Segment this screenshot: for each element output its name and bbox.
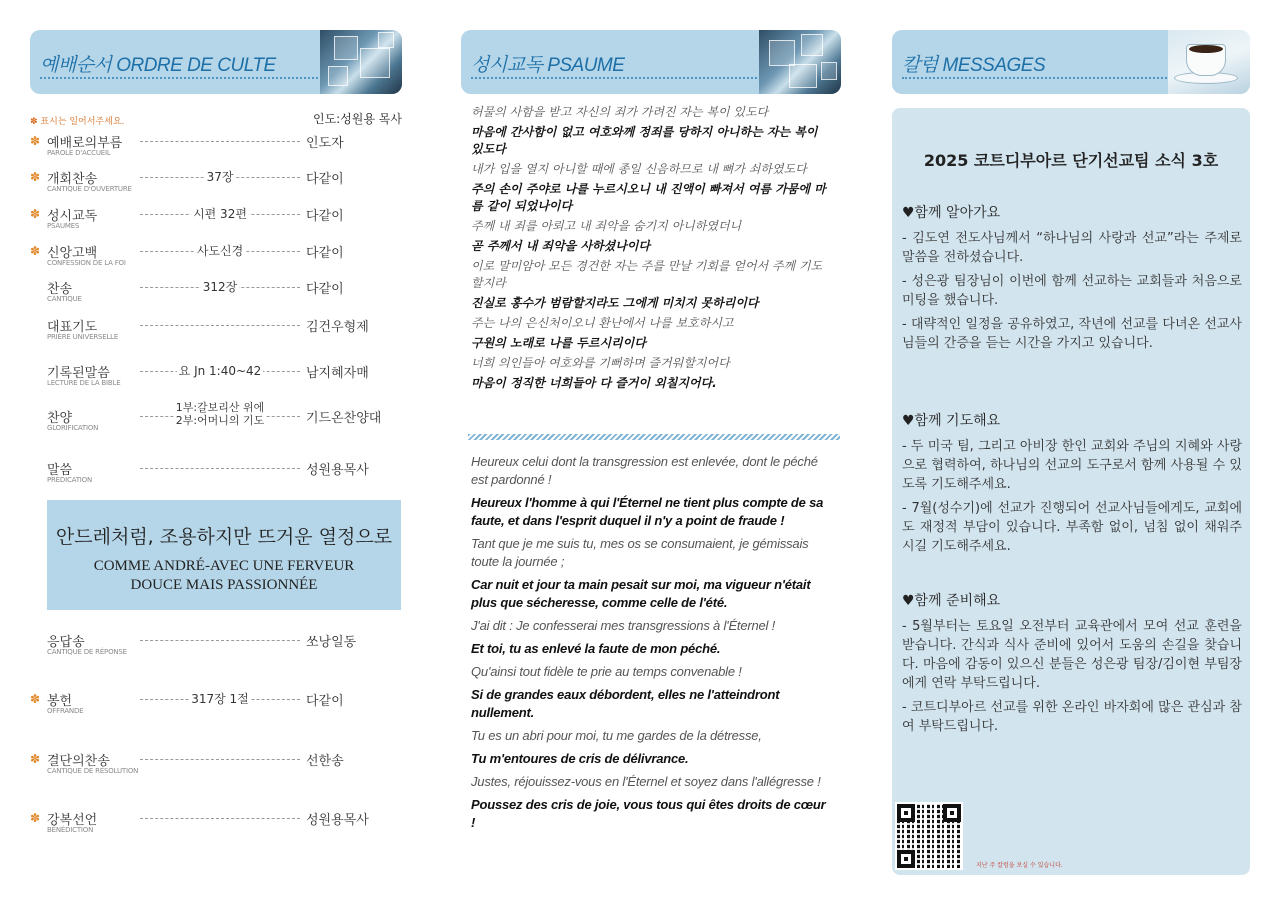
worship-item-french: CANTIQUE DE RÉPONSE: [47, 648, 127, 656]
worship-item-french: PAROLE D'ACCUEIL: [47, 149, 111, 157]
worship-item-detail: 317장 1절: [191, 692, 249, 706]
psalm-response-line: 구원의 노래로 나를 두르시리이다: [471, 336, 646, 350]
worship-item-person: 인도자: [306, 136, 344, 151]
worship-item: [30, 205, 402, 235]
psalm-leader-line: Tu es un abri pour moi, tu me gardes de la détresse,: [471, 728, 762, 743]
worship-item-korean: 예배로의부름: [47, 136, 123, 151]
psalm-response-line: 마음이 정직한 너희들아 다 즐거이 외칠지어다.: [471, 376, 717, 390]
worship-item-french: PSAUMES: [47, 222, 80, 230]
psalm-korean-text: [471, 104, 831, 395]
dashed-leader: [140, 468, 300, 469]
psalm-response-line: 주의 손이 주야로 나를 누르시오니 내 진액이 빠져서 여름 가뭄에 마름 같이 되었나이다: [471, 182, 826, 213]
stand-star-icon: ✽: [30, 752, 41, 766]
psalm-response-line: Car nuit et jour ta main pesait sur moi, ma vigueur n'était plus que sécheresse, comme celle de l'été.: [471, 577, 811, 610]
worship-item-french: PRÉDICATION: [47, 476, 92, 484]
message-item: - 5월부터는 토요일 오전부터 교육관에서 모여 선교 훈련을 받습니다. 간식과 식사 준비에 있어서 도움의 손길을 찾습니다. 마음에 감동이 있으신 분들은 성은광 팀장/김이현 부팀장에게 연락 부탁드립니다.: [902, 619, 1242, 691]
stand-star-icon: ✽: [30, 134, 41, 148]
worship-item: [30, 242, 402, 272]
worship-item: [30, 401, 402, 437]
psalm-header: [461, 30, 841, 94]
worship-item-french: CANTIQUE D'OUVERTURE: [47, 185, 132, 193]
worship-item-korean: 기록된말씀: [47, 366, 110, 381]
worship-item-french: CANTIQUE DE RÉSOLUTION: [47, 767, 139, 775]
worship-header: [30, 30, 402, 94]
dashed-leader: [140, 818, 300, 819]
psalm-leader-line: Justes, réjouissez-vous en l'Éternel et soyez dans l'allégresse !: [471, 774, 821, 789]
dashed-leader: [140, 141, 300, 142]
worship-item-french: PRIÈRE UNIVERSELLE: [47, 333, 119, 341]
worship-item-person: 선한송: [306, 754, 344, 769]
worship-item-detail: 312장: [202, 280, 238, 294]
psalm-response-line: Si de grandes eaux débordent, elles ne l'atteindront nullement.: [471, 687, 780, 720]
psalm-leader-line: Tant que je me suis tu, mes os se consumaient, je gémissais toute la journée ;: [471, 536, 809, 569]
worship-item: [30, 278, 402, 308]
stand-star-icon: ✽: [30, 207, 41, 221]
worship-item-korean: 봉헌: [47, 694, 73, 709]
worship-item: [30, 459, 402, 489]
psalm-leader-line: J'ai dit : Je confesserai mes transgressions à l'Éternel !: [471, 618, 776, 633]
psalm-divider: [468, 434, 840, 440]
worship-item-person: 다같이: [306, 282, 344, 297]
worship-item: [30, 750, 402, 780]
theme-french-line-2: DOUCE MAIS PASSIONNÉE: [130, 577, 318, 593]
worship-item-french: CONFESSION DE LA FOI: [47, 259, 126, 267]
message-item: - 대략적인 일정을 공유하였고, 작년에 선교를 다녀온 선교사님들의 간증을 듣는 시간을 가지고 있습니다.: [902, 317, 1242, 351]
dashed-leader: [140, 759, 300, 760]
worship-item: [30, 690, 402, 720]
header-dotted-line: [902, 77, 1170, 79]
worship-item-korean: 찬송: [47, 282, 73, 297]
psalm-leader-line: 너희 의인들아 여호와를 기뻐하며 즐거워할지어다: [471, 356, 730, 370]
worship-item-detail: 요 Jn 1:40~42: [178, 364, 262, 378]
worship-item: [30, 168, 402, 198]
worship-leader: 인도:성원용 목사: [312, 112, 402, 126]
messages-header: [892, 30, 1250, 94]
glass-cubes-image: [320, 30, 402, 94]
worship-item-person: 김건우형제: [306, 320, 369, 335]
worship-item-person: 성원용목사: [306, 813, 369, 828]
worship-item-korean: 결단의찬송: [47, 754, 110, 769]
worship-item-french: CANTIQUE: [47, 295, 82, 303]
worship-item-detail: 1부:갈보리산 위에 2부:어머니의 기도: [175, 401, 265, 427]
message-section: [902, 590, 1242, 741]
worship-item-person: 남지혜자매: [306, 366, 369, 381]
messages-header-title: 칼럼 MESSAGES: [902, 55, 1046, 76]
message-section-heading: ♥함께 알아가요: [902, 205, 1001, 221]
psalm-french-text: [471, 453, 831, 837]
worship-item-detail: 사도신경: [196, 244, 244, 258]
worship-item-person: 성원용목사: [306, 463, 369, 478]
qr-note: 지난 주 칼럼을 보실 수 있습니다.: [976, 862, 1063, 869]
psalm-response-line: Et toi, tu as enlevé la faute de mon péché.: [471, 641, 721, 656]
message-item: - 성은광 팀장님이 이번에 함께 선교하는 교회들과 처음으로 미팅을 했습니다.: [902, 274, 1242, 308]
stand-star-icon: ✽: [30, 692, 41, 706]
worship-item-korean: 신앙고백: [47, 246, 98, 261]
psalm-leader-line: 주께 내 죄를 아뢰고 내 죄악을 숨기지 아니하였더니: [471, 219, 742, 233]
psalm-response-line: Poussez des cris de joie, vous tous qui êtes droits de cœur !: [471, 797, 826, 830]
stand-star-icon: ✽: [30, 244, 41, 258]
worship-item-person: 다같이: [306, 172, 344, 187]
worship-item-korean: 대표기도: [47, 320, 98, 335]
message-item: - 김도연 전도사님께서 “하나님의 사랑과 선교”라는 주제로 말씀을 전하셨습니다.: [902, 231, 1242, 265]
message-section: [902, 202, 1242, 358]
psalm-leader-line: Heureux celui dont la transgression est enlevée, dont le péché est pardonné !: [471, 454, 818, 487]
worship-item-korean: 개회찬송: [47, 172, 98, 187]
stand-note: ✽ 표시는 일어서주세요.: [30, 117, 125, 127]
psalm-leader-line: 내가 입을 열지 아니할 때에 종일 신음하므로 내 뼈가 쇠하였도다: [471, 162, 807, 176]
theme-french-line-1: COMME ANDRÉ-AVEC UNE FERVEUR: [93, 558, 355, 574]
psalm-leader-line: 허물의 사함을 받고 자신의 죄가 가려진 자는 복이 있도다: [471, 105, 769, 119]
worship-item-person: 쏘낭일동: [306, 635, 357, 650]
worship-item-korean: 찬양: [47, 411, 73, 426]
worship-item: [30, 316, 402, 346]
worship-item-detail: 시편 32편: [193, 207, 247, 221]
worship-item-korean: 성시교독: [47, 209, 98, 224]
worship-item: [30, 809, 402, 839]
message-section-heading: ♥함께 준비해요: [902, 593, 1001, 609]
psalm-response-line: 곧 주께서 내 죄악을 사하셨나이다: [471, 239, 651, 253]
stand-star-icon: ✽: [30, 811, 41, 825]
psalm-leader-line: Qu'ainsi tout fidèle te prie au temps convenable !: [471, 664, 742, 679]
worship-item: [30, 362, 402, 392]
worship-item-detail: 37장: [206, 170, 234, 184]
worship-item-person: 기드온찬양대: [306, 411, 382, 426]
message-item: - 두 미국 팀, 그리고 아비장 한인 교회와 주님의 지혜와 사랑으로 협력하여, 하나님의 선교의 도구로서 함께 사용될 수 있도록 기도해주세요.: [902, 439, 1242, 492]
worship-item-french: BÉNÉDICTION: [47, 826, 94, 834]
worship-item-korean: 응답송: [47, 635, 85, 650]
theme-banner: [47, 500, 401, 610]
psalm-header-title: 성시교독 PSAUME: [471, 55, 625, 76]
theme-korean: 안드레처럼, 조용하지만 뜨거운 열정으로: [55, 526, 393, 548]
worship-item-korean: 말씀: [47, 463, 73, 478]
message-item: - 7월(성수기)에 선교가 진행되어 선교사님들에게도, 교회에도 재정적 부담이 있습니다. 부족함 없이, 넘침 없이 채워주시길 기도해주세요.: [902, 501, 1242, 554]
qr-code[interactable]: [895, 802, 963, 870]
psalm-response-line: 진실로 홍수가 범람할지라도 그에게 미치지 못하리이다: [471, 296, 759, 310]
worship-item-person: 다같이: [306, 694, 344, 709]
stand-star-icon: ✽: [30, 170, 41, 184]
message-section-heading: ♥함께 기도해요: [902, 413, 1001, 429]
message-section: [902, 410, 1242, 561]
glass-cubes-image: [759, 30, 841, 94]
dashed-leader: [140, 325, 300, 326]
dashed-leader: [140, 640, 300, 641]
worship-item-french: LECTURE DE LA BIBLE: [47, 379, 121, 387]
worship-item: [30, 132, 402, 162]
worship-item-korean: 강복선언: [47, 813, 98, 828]
worship-item-person: 다같이: [306, 246, 344, 261]
header-dotted-line: [40, 77, 322, 79]
psalm-leader-line: 주는 나의 은신처이오니 환난에서 나를 보호하시고: [471, 316, 734, 330]
message-item: - 코트디부아르 선교를 위한 온라인 바자회에 많은 관심과 참여 부탁드립니다.: [902, 700, 1242, 734]
worship-item-french: OFFRANDE: [47, 707, 84, 715]
messages-title: 2025 코트디부아르 단기선교팀 소식 3호: [923, 151, 1219, 170]
header-dotted-line: [471, 77, 761, 79]
worship-header-title: 예배순서 ORDRE DE CULTE: [40, 55, 276, 76]
psalm-response-line: Tu m'entoures de cris de délivrance.: [471, 751, 689, 766]
worship-item-person: 다같이: [306, 209, 344, 224]
worship-item: [30, 631, 402, 661]
worship-item-french: GLORIFICATION: [47, 424, 99, 432]
psalm-response-line: 마음에 간사함이 없고 여호와께 정죄를 당하지 아니하는 자는 복이 있도다: [471, 125, 818, 156]
psalm-response-line: Heureux l'homme à qui l'Éternel ne tient plus compte de sa faute, et dans l'esprit duquel il n'y a point de fraude !: [471, 495, 824, 528]
psalm-leader-line: 이로 말미암아 모든 경건한 자는 주를 만날 기회를 얻어서 주께 기도할지라: [471, 259, 823, 290]
coffee-cup-image: [1168, 30, 1250, 94]
